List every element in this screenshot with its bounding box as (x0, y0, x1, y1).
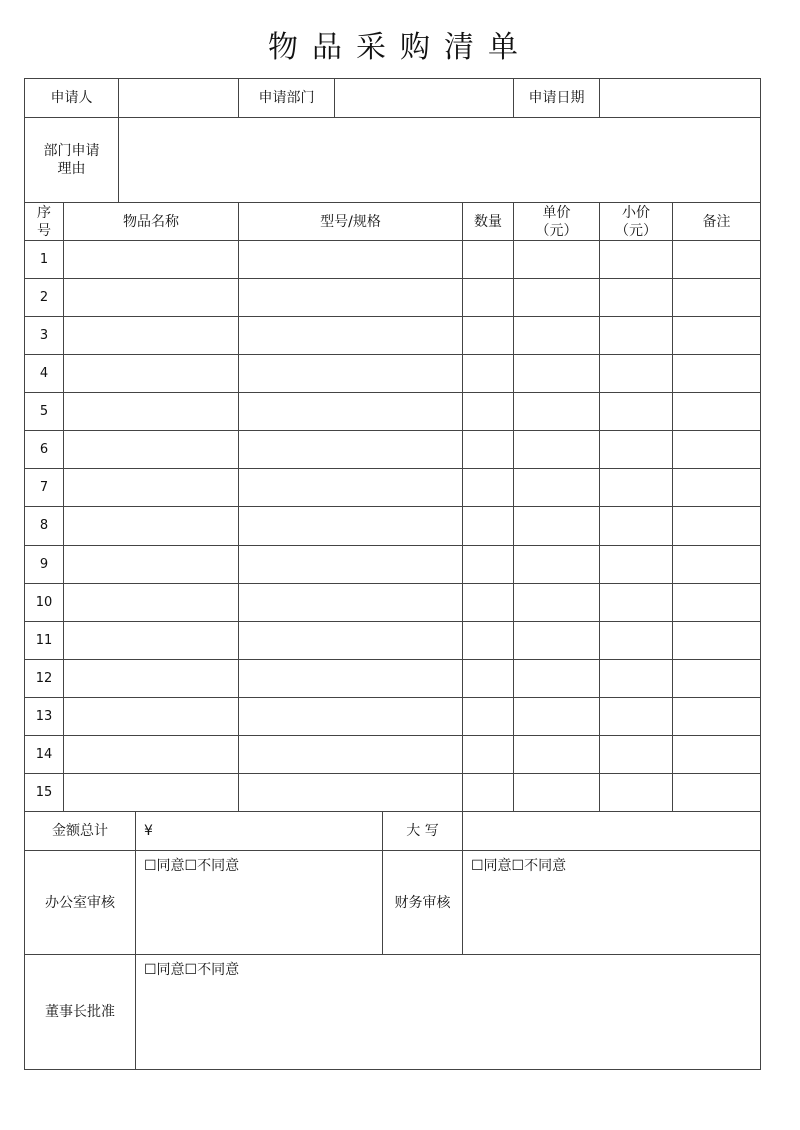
page-title: 物品采购清单 (268, 30, 532, 65)
quantity-cell[interactable] (462, 430, 514, 469)
model-cell[interactable] (238, 278, 463, 317)
department-label: 申请部门 (238, 78, 335, 118)
reason-field[interactable] (118, 117, 761, 203)
item-name-cell[interactable] (63, 468, 239, 507)
model-cell[interactable] (238, 735, 463, 774)
quantity-cell[interactable] (462, 621, 514, 660)
subtotal-cell[interactable] (599, 240, 673, 279)
capital-label: 大 写 (382, 811, 463, 851)
header-unit-price (513, 202, 600, 241)
subtotal-cell[interactable] (599, 583, 673, 622)
quantity-cell[interactable] (462, 773, 514, 812)
item-name-cell[interactable] (63, 583, 239, 622)
row-index: 3 (24, 316, 64, 355)
model-cell[interactable] (238, 659, 463, 698)
applicant-field[interactable] (118, 78, 239, 118)
office-review-label: 办公室审核 (24, 850, 136, 955)
remarks-cell[interactable] (672, 659, 761, 698)
capital-field[interactable] (462, 811, 761, 851)
department-field[interactable] (334, 78, 514, 118)
subtotal-cell[interactable] (599, 392, 673, 431)
row-index: 1 (24, 240, 64, 279)
item-name-cell[interactable] (63, 316, 239, 355)
chairman-approval-label: 董事长批准 (24, 954, 136, 1070)
subtotal-cell[interactable] (599, 316, 673, 355)
item-name-cell[interactable] (63, 392, 239, 431)
reason-label (24, 117, 119, 203)
subtotal-cell[interactable] (599, 773, 673, 812)
row-index: 6 (24, 430, 64, 469)
unit-price-cell[interactable] (513, 240, 600, 279)
total-amount-field[interactable]: ¥ (135, 811, 383, 851)
date-field[interactable] (599, 78, 761, 118)
unit-price-cell[interactable] (513, 735, 600, 774)
remarks-cell[interactable] (672, 621, 761, 660)
remarks-cell[interactable] (672, 392, 761, 431)
row-index: 9 (24, 545, 64, 584)
quantity-cell[interactable] (462, 316, 514, 355)
model-cell[interactable] (238, 583, 463, 622)
item-name-cell[interactable] (63, 506, 239, 546)
unit-price-cell[interactable] (513, 545, 600, 584)
row-index: 10 (24, 583, 64, 622)
remarks-cell[interactable] (672, 468, 761, 507)
unit-price-cell[interactable] (513, 621, 600, 660)
model-cell[interactable] (238, 697, 463, 736)
row-index: 13 (24, 697, 64, 736)
quantity-cell[interactable] (462, 659, 514, 698)
quantity-cell[interactable] (462, 468, 514, 507)
unit-price-cell[interactable] (513, 354, 600, 393)
header-unit-price-line2: （元） (535, 222, 578, 239)
unit-price-cell[interactable] (513, 659, 600, 698)
row-index: 12 (24, 659, 64, 698)
quantity-cell[interactable] (462, 735, 514, 774)
subtotal-cell[interactable] (599, 430, 673, 469)
header-item-name: 物品名称 (63, 202, 239, 241)
remarks-cell[interactable] (672, 354, 761, 393)
item-name-cell[interactable] (63, 545, 239, 584)
row-index: 11 (24, 621, 64, 660)
row-index: 8 (24, 506, 64, 546)
header-quantity: 数量 (462, 202, 514, 241)
remarks-cell[interactable] (672, 583, 761, 622)
remarks-cell[interactable] (672, 278, 761, 317)
item-name-cell[interactable] (63, 773, 239, 812)
header-model: 型号/规格 (238, 202, 463, 241)
subtotal-cell[interactable] (599, 735, 673, 774)
unit-price-cell[interactable] (513, 468, 600, 507)
subtotal-cell[interactable] (599, 621, 673, 660)
item-name-cell[interactable] (63, 621, 239, 660)
subtotal-cell[interactable] (599, 468, 673, 507)
remarks-cell[interactable] (672, 240, 761, 279)
unit-price-cell[interactable] (513, 583, 600, 622)
item-name-cell[interactable] (63, 659, 239, 698)
subtotal-cell[interactable] (599, 354, 673, 393)
model-cell[interactable] (238, 506, 463, 546)
item-name-cell[interactable] (63, 735, 239, 774)
reason-label-line2: 理由 (57, 161, 86, 177)
remarks-cell[interactable] (672, 430, 761, 469)
model-cell[interactable] (238, 240, 463, 279)
unit-price-cell[interactable] (513, 506, 600, 546)
model-cell[interactable] (238, 430, 463, 469)
header-subtotal-line2: （元） (615, 222, 657, 239)
row-index: 7 (24, 468, 64, 507)
item-name-cell[interactable] (63, 354, 239, 393)
finance-review-options[interactable]: ☐同意☐不同意 (462, 850, 761, 955)
quantity-cell[interactable] (462, 545, 514, 584)
remarks-cell[interactable] (672, 316, 761, 355)
model-cell[interactable] (238, 545, 463, 584)
item-name-cell[interactable] (63, 278, 239, 317)
unit-price-cell[interactable] (513, 278, 600, 317)
row-index: 2 (24, 278, 64, 317)
unit-price-cell[interactable] (513, 430, 600, 469)
model-cell[interactable] (238, 354, 463, 393)
quantity-cell[interactable] (462, 354, 514, 393)
unit-price-cell[interactable] (513, 392, 600, 431)
item-name-cell[interactable] (63, 240, 239, 279)
header-subtotal (599, 202, 673, 241)
remarks-cell[interactable] (672, 506, 761, 546)
quantity-cell[interactable] (462, 278, 514, 317)
remarks-cell[interactable] (672, 545, 761, 584)
subtotal-cell[interactable] (599, 659, 673, 698)
unit-price-cell[interactable] (513, 773, 600, 812)
date-label: 申请日期 (513, 78, 600, 118)
unit-price-cell[interactable] (513, 697, 600, 736)
model-cell[interactable] (238, 621, 463, 660)
office-review-options[interactable]: ☐同意☐不同意 (135, 850, 383, 955)
subtotal-cell[interactable] (599, 545, 673, 584)
header-unit-price-line1: 单价 (542, 204, 571, 221)
finance-review-label: 财务审核 (382, 850, 463, 955)
reason-label-line1: 部门申请 (43, 143, 100, 159)
header-index-line1: 序 (37, 204, 51, 221)
header-remarks: 备注 (672, 202, 761, 241)
header-index (24, 202, 64, 241)
row-index: 4 (24, 354, 64, 393)
header-subtotal-line1: 小价 (622, 204, 650, 221)
model-cell[interactable] (238, 773, 463, 812)
header-index-line2: 号 (37, 222, 51, 239)
applicant-label: 申请人 (24, 78, 119, 118)
quantity-cell[interactable] (462, 506, 514, 546)
remarks-cell[interactable] (672, 773, 761, 812)
unit-price-cell[interactable] (513, 316, 600, 355)
row-index: 14 (24, 735, 64, 774)
subtotal-cell[interactable] (599, 697, 673, 736)
row-index: 5 (24, 392, 64, 431)
quantity-cell[interactable] (462, 583, 514, 622)
item-name-cell[interactable] (63, 430, 239, 469)
row-index: 15 (24, 773, 64, 812)
subtotal-cell[interactable] (599, 506, 673, 546)
quantity-cell[interactable] (462, 392, 514, 431)
remarks-cell[interactable] (672, 735, 761, 774)
quantity-cell[interactable] (462, 697, 514, 736)
remarks-cell[interactable] (672, 697, 761, 736)
subtotal-cell[interactable] (599, 278, 673, 317)
model-cell[interactable] (238, 468, 463, 507)
item-name-cell[interactable] (63, 697, 239, 736)
total-label: 金额总计 (24, 811, 136, 851)
model-cell[interactable] (238, 316, 463, 355)
model-cell[interactable] (238, 392, 463, 431)
quantity-cell[interactable] (462, 240, 514, 279)
chairman-approval-options[interactable]: ☐同意☐不同意 (135, 954, 761, 1070)
